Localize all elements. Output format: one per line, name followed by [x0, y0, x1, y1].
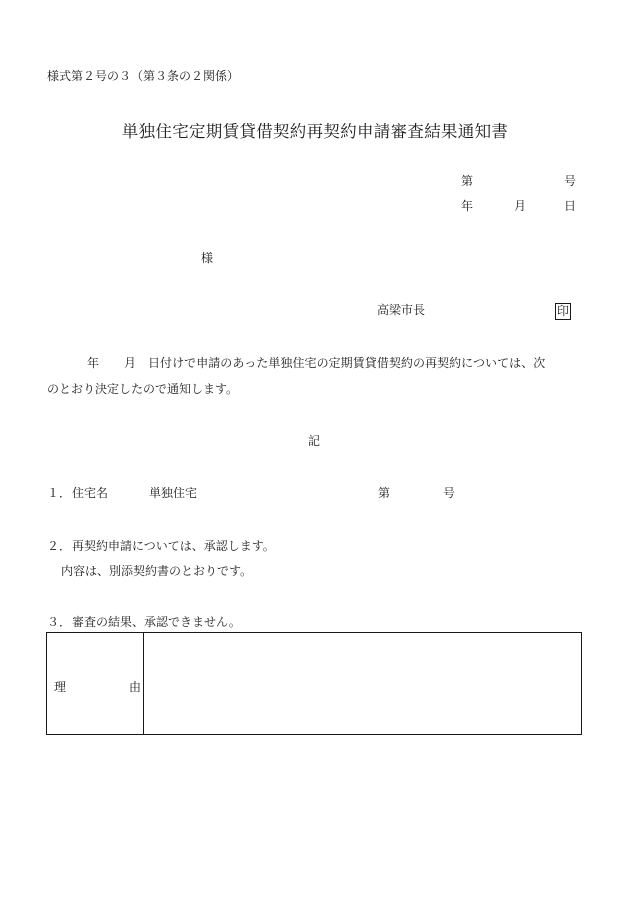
body-month: 月 [124, 356, 137, 370]
date-year: 年 [461, 199, 474, 213]
item1-number: １． [47, 486, 72, 500]
item1-go: 号 [443, 486, 456, 500]
item2-sub: 内容は、別添契約書のとおりです。 [61, 564, 253, 578]
item1-label: 住宅名 [72, 486, 109, 500]
doc-number-dai: 第 [461, 174, 474, 188]
reason-label-right: 由 [129, 680, 142, 694]
seal-label: 印 [556, 304, 569, 318]
seal-mark [555, 300, 571, 320]
body-year: 年 [87, 356, 100, 370]
body-line2: のとおり決定したので通知します。 [47, 382, 239, 396]
body-line1: 日付けで申請のあった単独住宅の定期賃貸借契約の再契約については、次 [148, 356, 546, 370]
date-month: 月 [514, 199, 527, 213]
ki-heading: 記 [308, 434, 321, 448]
item3-number: ３． [47, 615, 72, 629]
reason-label-left: 理 [54, 680, 67, 694]
reason-input-area[interactable] [144, 633, 581, 734]
item1-value: 単独住宅 [149, 486, 198, 500]
sender-name: 高梁市長 [377, 303, 426, 317]
doc-number-go: 号 [564, 174, 577, 188]
document-title: 単独住宅定期賃貸借契約再契約申請審査結果通知書 [121, 122, 509, 141]
item1-dai: 第 [378, 486, 391, 500]
item2-text: 再契約申請については、承認します。 [72, 539, 275, 553]
item2-number: ２． [47, 539, 72, 553]
reason-label-cell [47, 633, 144, 734]
reason-table [46, 632, 582, 735]
form-number: 様式第２号の３（第３条の２関係） [47, 69, 240, 83]
item3-text: 審査の結果、承認できません。 [72, 615, 241, 629]
date-day: 日 [564, 199, 577, 213]
addressee-sama: 様 [201, 251, 214, 265]
